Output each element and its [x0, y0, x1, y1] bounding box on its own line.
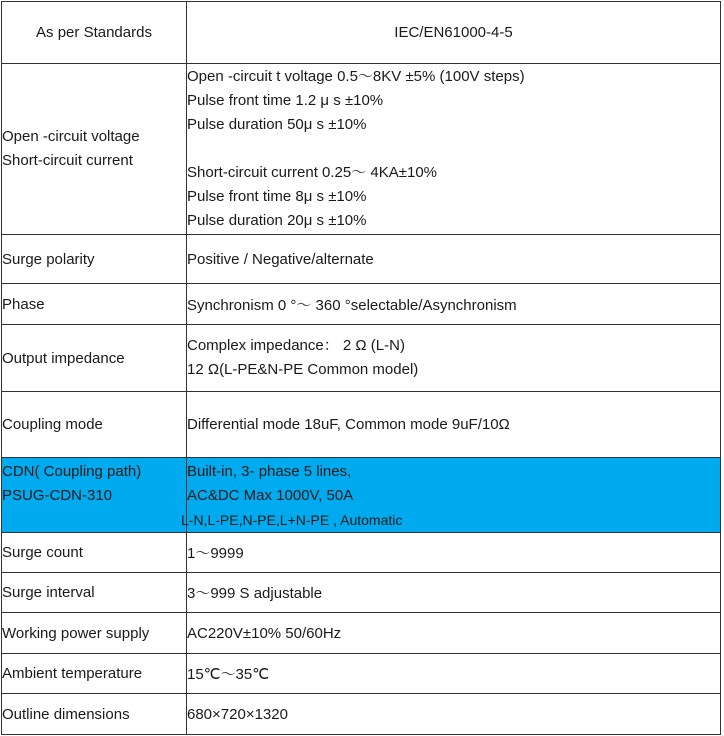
row-key [2, 284, 187, 325]
key-text: Phase [2, 295, 45, 313]
row-value [187, 2, 721, 64]
value-text: L-N,L-PE,N-PE,L+N-PE , Automatic [181, 512, 403, 528]
row-value [187, 613, 721, 654]
value-text: Synchronism 0 °～ 360 °selectable/Asynchronism [187, 296, 517, 314]
table-row [2, 284, 721, 325]
value-text: Pulse front time 1.2 μ s ±10% [187, 92, 384, 109]
key-text: Coupling mode [2, 416, 103, 433]
table-row [2, 392, 721, 458]
value-text: 680×720×1320 [187, 705, 288, 723]
key-text: Open -circuit voltage [2, 128, 140, 145]
key-text: CDN( Coupling path) [2, 463, 142, 480]
row-key [2, 533, 187, 573]
row-value [187, 573, 721, 613]
value-text: Differential mode 18uF, Common mode 9uF/10Ω [187, 416, 510, 433]
table-row [2, 64, 721, 235]
row-value [187, 235, 721, 284]
key-text: Outline dimensions [2, 705, 130, 723]
key-text: Short-circuit current [2, 152, 133, 169]
row-key [2, 654, 187, 694]
value-text: Positive / Negative/alternate [187, 250, 374, 268]
row-key [2, 694, 187, 735]
row-value [187, 284, 721, 325]
table-row [2, 235, 721, 284]
table-row [2, 654, 721, 694]
table-row [2, 533, 721, 573]
table-row [2, 694, 721, 735]
value-text: Complex impedance： 2 Ω (L-N) [187, 337, 405, 354]
value-text: 12 Ω(L-PE&N-PE Common model) [187, 361, 419, 378]
key-text: As per Standards [36, 24, 152, 41]
row-key [2, 573, 187, 613]
value-text: AC220V±10% 50/60Hz [187, 624, 342, 642]
row-value [187, 694, 721, 735]
row-value [187, 392, 721, 458]
value-text: 15℃～35℃ [187, 666, 270, 683]
row-key [2, 392, 187, 458]
row-value [187, 64, 721, 235]
table-row [2, 2, 721, 64]
value-text: Pulse front time 8μ s ±10% [187, 188, 367, 205]
key-text: Surge count [2, 544, 83, 561]
row-key [2, 458, 187, 533]
table-row [2, 325, 721, 392]
row-value [181, 458, 721, 533]
value-text: Short-circuit current 0.25～ 4KA±10% [187, 164, 438, 181]
row-value [187, 533, 721, 573]
value-text: AC&DC Max 1000V, 50A [187, 487, 354, 504]
value-text: Open -circuit t voltage 0.5～8KV ±5% (100V steps) [187, 68, 525, 85]
row-key [2, 235, 187, 284]
key-text: Surge interval [2, 584, 95, 601]
row-value [187, 325, 721, 392]
value-text: Pulse duration 20μ s ±10% [187, 212, 367, 229]
spec-table [1, 1, 721, 735]
row-key [2, 325, 187, 392]
key-text: PSUG-CDN-310 [2, 487, 113, 504]
row-key [2, 64, 187, 235]
table-row-highlighted [2, 458, 721, 533]
row-key [2, 2, 187, 64]
key-text: Surge polarity [2, 250, 95, 268]
value-text: Pulse duration 50μ s ±10% [187, 116, 367, 133]
key-text: Working power supply [2, 624, 150, 642]
table-row [2, 613, 721, 654]
key-text: Output impedance [2, 349, 125, 367]
row-value [187, 654, 721, 694]
key-text: Ambient temperature [2, 665, 143, 682]
table-row [2, 573, 721, 613]
value-text: IEC/EN61000-4-5 [394, 24, 513, 41]
value-text: Built-in, 3- phase 5 lines, [187, 463, 352, 480]
row-key [2, 613, 187, 654]
value-text: 3～999 S adjustable [187, 585, 323, 602]
value-text: 1～9999 [187, 545, 244, 562]
